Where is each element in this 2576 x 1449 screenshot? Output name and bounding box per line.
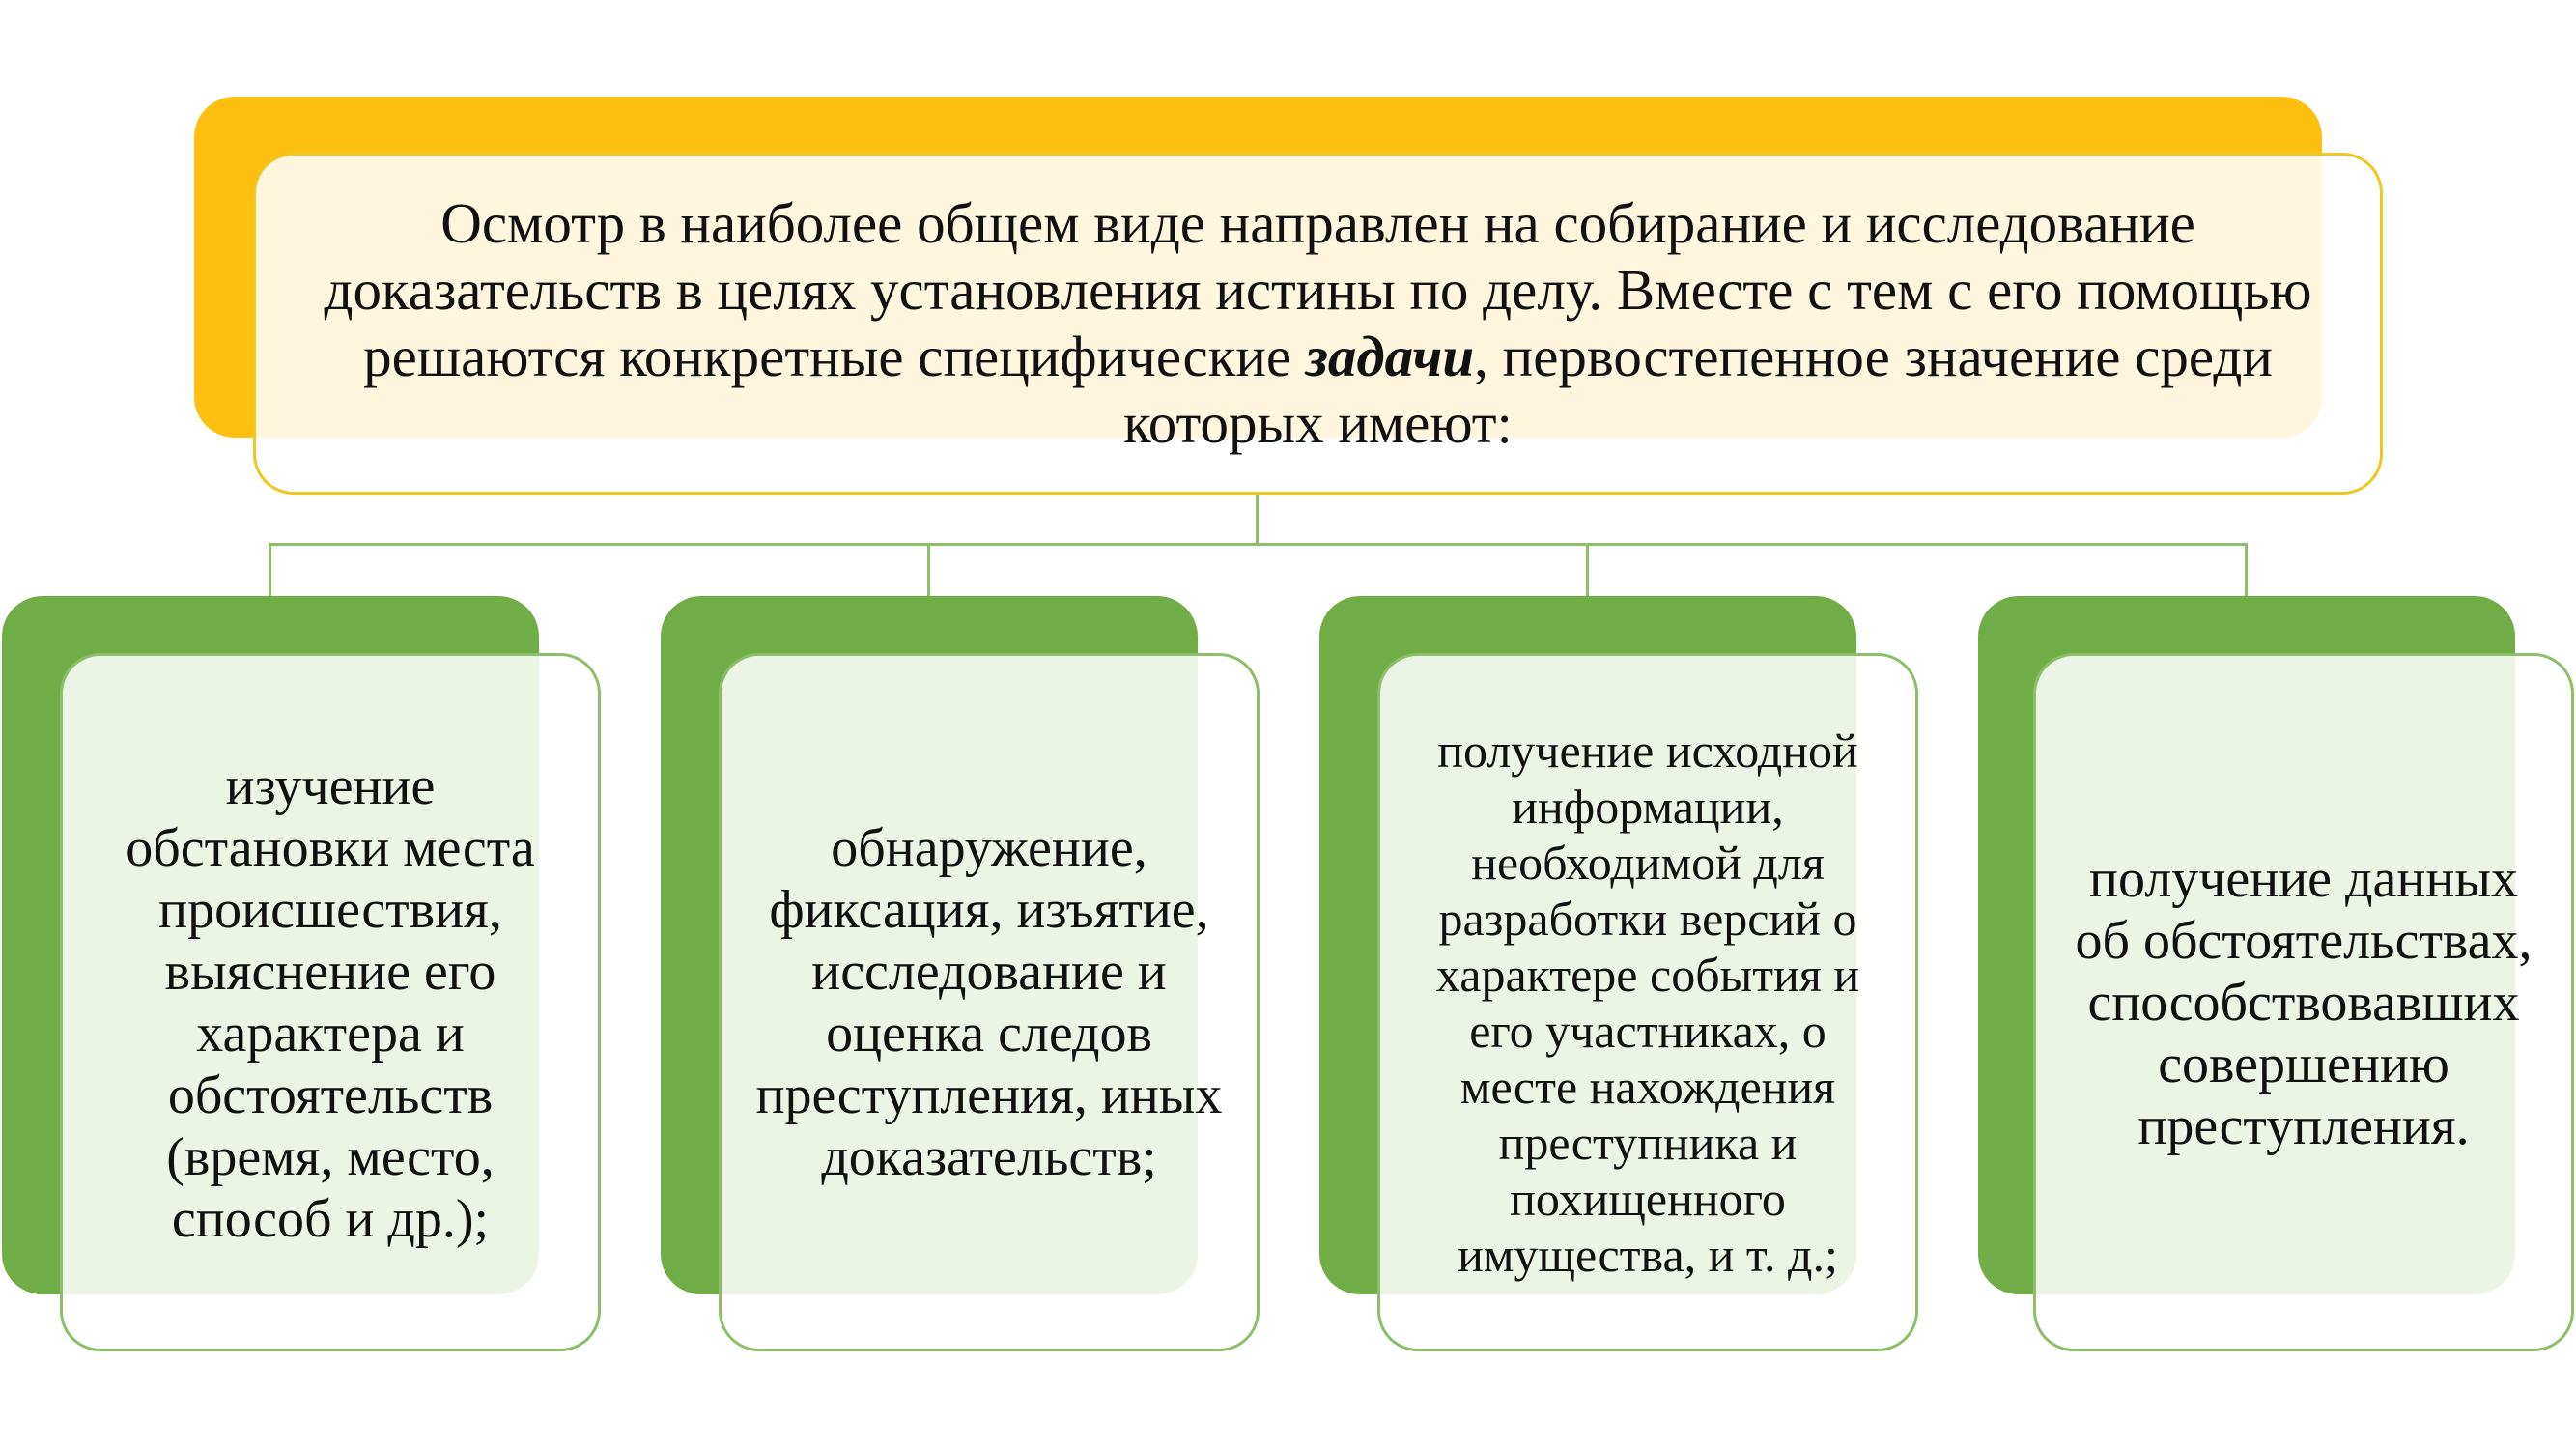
top-box xyxy=(253,153,2383,495)
connector-drop-3 xyxy=(1586,543,1589,596)
task-card-2 xyxy=(719,653,1260,1351)
task-card-2-text: обнаружение, фиксация, изъятие, исследование и оценка следов преступления, иных доказательств; xyxy=(755,817,1223,1187)
connector-drop-1 xyxy=(269,543,271,596)
top-box-text-before: Осмотр в наиболее общем виде направлен на собирание и исследование доказательств в целях установления истины по делу. Вместе с тем с его помощью решаются конкретные специфические xyxy=(324,191,2312,388)
connector-drop-4 xyxy=(2245,543,2248,596)
top-box-text-after: , первостепенное значение среди которых имеют: xyxy=(1123,325,2273,455)
connector-bus xyxy=(269,543,2248,546)
connector-drop-2 xyxy=(927,543,930,596)
task-card-3-text: получение исходной информации, необходимой для разработки версий о характере события и его участниках, о месте нахождения преступника и похищенного имущества, и т. д.; xyxy=(1435,723,1860,1282)
task-card-4-text: получение данных об обстоятельствах, способствовавших совершению преступления. xyxy=(2075,848,2533,1156)
top-box-emphasis: задачи xyxy=(1305,325,1475,388)
connector-trunk xyxy=(1256,495,1259,545)
task-card-4 xyxy=(2033,653,2574,1351)
task-card-1-text: изучение обстановки места происшествия, выяснение его характера и обстоятельств (время, место, способ и др.); xyxy=(126,755,535,1249)
top-box-text xyxy=(295,190,2341,457)
task-card-1 xyxy=(60,653,601,1351)
task-card-3 xyxy=(1377,653,1918,1351)
